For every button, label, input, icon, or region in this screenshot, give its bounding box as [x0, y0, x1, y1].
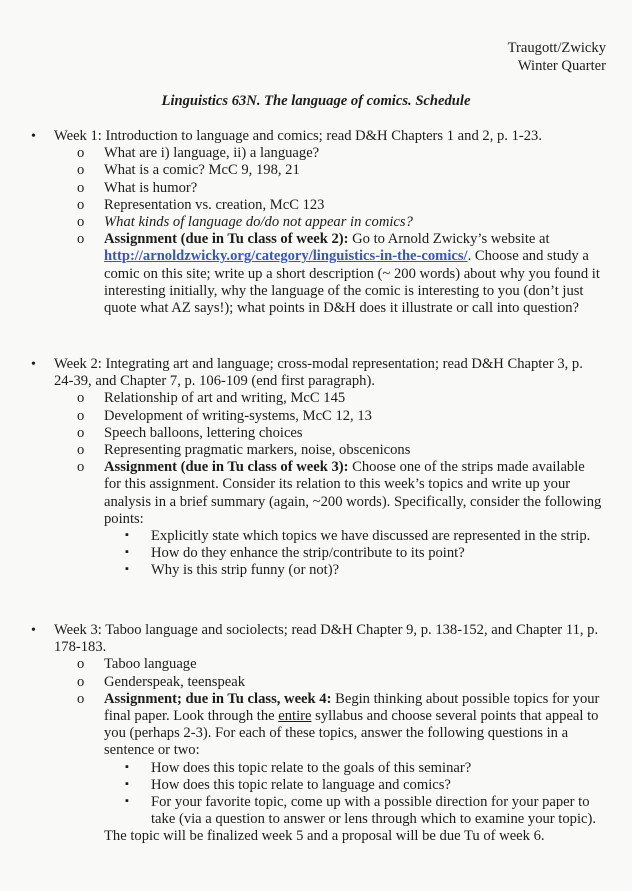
- quarter: Winter Quarter: [517, 58, 606, 74]
- page-title: Linguistics 63N. The language of comics. Schedule: [161, 93, 471, 109]
- list-item: o Genderspeak, teenspeak: [77, 673, 246, 690]
- bullet-icon: •: [31, 129, 36, 144]
- list-item: ▪ How does this topic relate to language and comics?: [125, 776, 451, 793]
- circle-bullet-icon: o: [77, 407, 85, 424]
- week-3-section: [31, 622, 604, 846]
- week-2-assignment: o Assignment (due in Tu class of week 3): Choose one of the strips made available for this assignment. Consider its relation to this week’s topics and write up your analysis in a brief summary (again, ~200 words). Specifically, consider the following points:: [77, 459, 602, 527]
- closing-note: The topic will be finalized week 5 and a proposal will be due Tu of week 6.: [104, 828, 545, 845]
- week-3-assignment: o Assignment; due in Tu class, week 4: Begin thinking about possible topics for your final paper. Look through the entire syllabus and choose several points that appeal to you (perhaps 2-3). For each of these topics, answer the following questions in a sentence or two:: [77, 690, 600, 759]
- list-item: ▪ For your favorite topic, come up with a possible direction for your paper to take (via a question to answer or lens through which to examine your topic).: [125, 794, 596, 828]
- circle-bullet-icon: o: [77, 179, 85, 196]
- circle-bullet-icon: o: [77, 390, 85, 407]
- assignment-label: Assignment (due in Tu class of week 3):: [104, 459, 349, 476]
- square-bullet-icon: ▪: [125, 546, 129, 559]
- list-item: o What kinds of language do/do not appear in comics?: [77, 214, 413, 231]
- circle-bullet-icon: o: [77, 690, 85, 707]
- bullet-icon: •: [31, 357, 36, 372]
- week-1-assignment: o Assignment (due in Tu class of week 2): Go to Arnold Zwicky’s website at http://arnoldzwicky.org/category/linguistics-in-the-comics/. Choose and study a comic on this site; write up a short description (~ 200 words) about why you found it interesting initially, why the language of the comic is interesting to you (don’t just quote what AZ says!); what points in D&H does it illustrate or call into question?: [77, 231, 600, 317]
- list-item: o Representation vs. creation, McC 123: [77, 196, 325, 213]
- list-item: o Speech balloons, lettering choices: [77, 424, 303, 441]
- list-item: ▪ Explicitly state which topics we have discussed are represented in the strip.: [125, 528, 591, 545]
- circle-bullet-icon: o: [77, 442, 85, 459]
- zwicky-website-link[interactable]: http://arnoldzwicky.org/category/linguistics-in-the-comics/: [104, 248, 468, 265]
- assignment-label: Assignment; due in Tu class, week 4:: [104, 690, 332, 707]
- list-item: o Representing pragmatic markers, noise, obscenicons: [77, 442, 411, 459]
- circle-bullet-icon: o: [77, 424, 85, 441]
- list-item: o Development of writing-systems, McC 12, 13: [77, 407, 372, 424]
- list-item: o Taboo language: [77, 656, 197, 673]
- circle-bullet-icon: o: [77, 145, 85, 162]
- emphasis-entire: entire: [278, 708, 312, 725]
- header-block: [508, 39, 606, 75]
- square-bullet-icon: ▪: [125, 777, 129, 790]
- week-2-section: [31, 356, 604, 580]
- circle-bullet-icon: o: [77, 459, 85, 476]
- square-bullet-icon: ▪: [125, 563, 129, 576]
- assignment-label: Assignment (due in Tu class of week 2):: [104, 231, 349, 248]
- list-item: ▪ How do they enhance the strip/contribute to its point?: [125, 545, 465, 562]
- circle-bullet-icon: o: [77, 162, 85, 179]
- square-bullet-icon: ▪: [125, 760, 129, 773]
- week-3-heading: Week 3: Taboo language and sociolects; read D&H Chapter 9, p. 138-152, and Chapter 11, p. 178-183.: [54, 622, 599, 656]
- list-item: o What is a comic? McC 9, 198, 21: [77, 162, 300, 179]
- week-2-heading: Week 2: Integrating art and language; cross-modal representation; read D&H Chapter 3, p. 24-39, and Chapter 7, p. 106-109 (end first paragraph).: [54, 356, 583, 390]
- list-item: o Relationship of art and writing, McC 145: [77, 390, 346, 407]
- square-bullet-icon: ▪: [125, 529, 129, 542]
- authors: Traugott/Zwicky: [507, 40, 606, 56]
- week-1-section: [31, 128, 604, 317]
- circle-bullet-icon: o: [77, 673, 85, 690]
- bullet-icon: •: [31, 623, 36, 638]
- circle-bullet-icon: o: [77, 656, 85, 673]
- list-item: o What is humor?: [77, 179, 198, 196]
- list-item: ▪ Why is this strip funny (or not)?: [125, 562, 340, 579]
- circle-bullet-icon: o: [77, 214, 85, 231]
- circle-bullet-icon: o: [77, 196, 85, 213]
- circle-bullet-icon: o: [77, 231, 85, 248]
- list-item: ▪ How does this topic relate to the goals of this seminar?: [125, 759, 472, 776]
- list-item: o What are i) language, ii) a language?: [77, 145, 320, 162]
- square-bullet-icon: ▪: [125, 795, 129, 808]
- week-1-heading: Week 1: Introduction to language and comics; read D&H Chapters 1 and 2, p. 1-23.: [54, 128, 542, 144]
